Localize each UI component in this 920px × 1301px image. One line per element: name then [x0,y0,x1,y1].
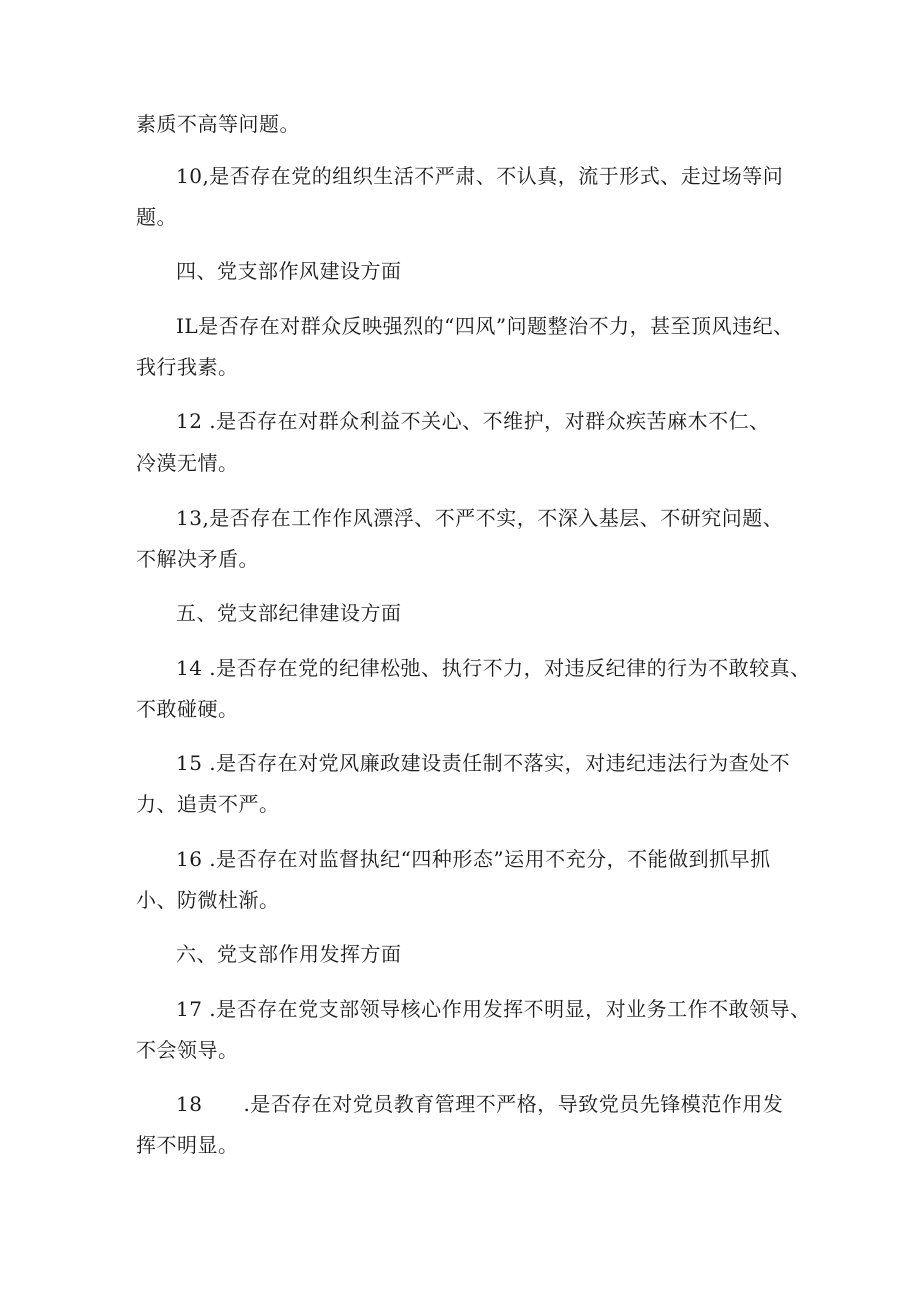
text-line: 素质不高等问题。 [136,112,300,136]
item-11: IL是否存在对群众反映强烈的“四风”问题整治不力，甚至顶风违纪、 [176,314,794,338]
text-line: 我行我素。 [136,355,239,379]
item-17: 17 .是否存在党支部领导核心作用发挥不明显，对业务工作不敢领导、 [176,997,811,1021]
text-line: 不解决矛盾。 [136,547,259,571]
text-line: 不敢碰硬。 [136,697,239,721]
text-line: 冷漠无情。 [136,451,239,475]
text-line: 挥不明显。 [136,1133,239,1157]
item-12: 12 .是否存在对群众利益不关心、不维护，对群众疾苦麻木不仁、 [176,409,770,433]
text-line: 不会领导。 [136,1038,239,1062]
text-line: 力、追责不严。 [136,792,280,816]
item-13: 13,是否存在工作作风漂浮、不严不实，不深入基层、不研究问题、 [176,506,784,530]
text-line: 小、防微杜渐。 [136,888,280,912]
item-16: 16 .是否存在对监督执纪“四种形态”运用不充分，不能做到抓早抓 [176,847,771,871]
text-line: 题。 [136,205,177,229]
item-15: 15 .是否存在对党风廉政建设责任制不落实，对违纪违法行为查处不 [176,751,791,775]
item-18: 18 .是否存在对党员教育管理不严格，导致党员先锋模范作用发 [176,1092,784,1116]
item-14: 14 .是否存在党的纪律松弛、执行不力，对违反纪律的行为不敢较真、 [176,656,811,680]
section-heading-5: 五、党支部纪律建设方面 [176,601,402,625]
section-heading-4: 四、党支部作风建设方面 [176,259,402,283]
item-10: 10,是否存在党的组织生活不严肃、不认真，流于形式、走过场等问 [176,164,784,188]
section-heading-6: 六、党支部作用发挥方面 [176,942,402,966]
